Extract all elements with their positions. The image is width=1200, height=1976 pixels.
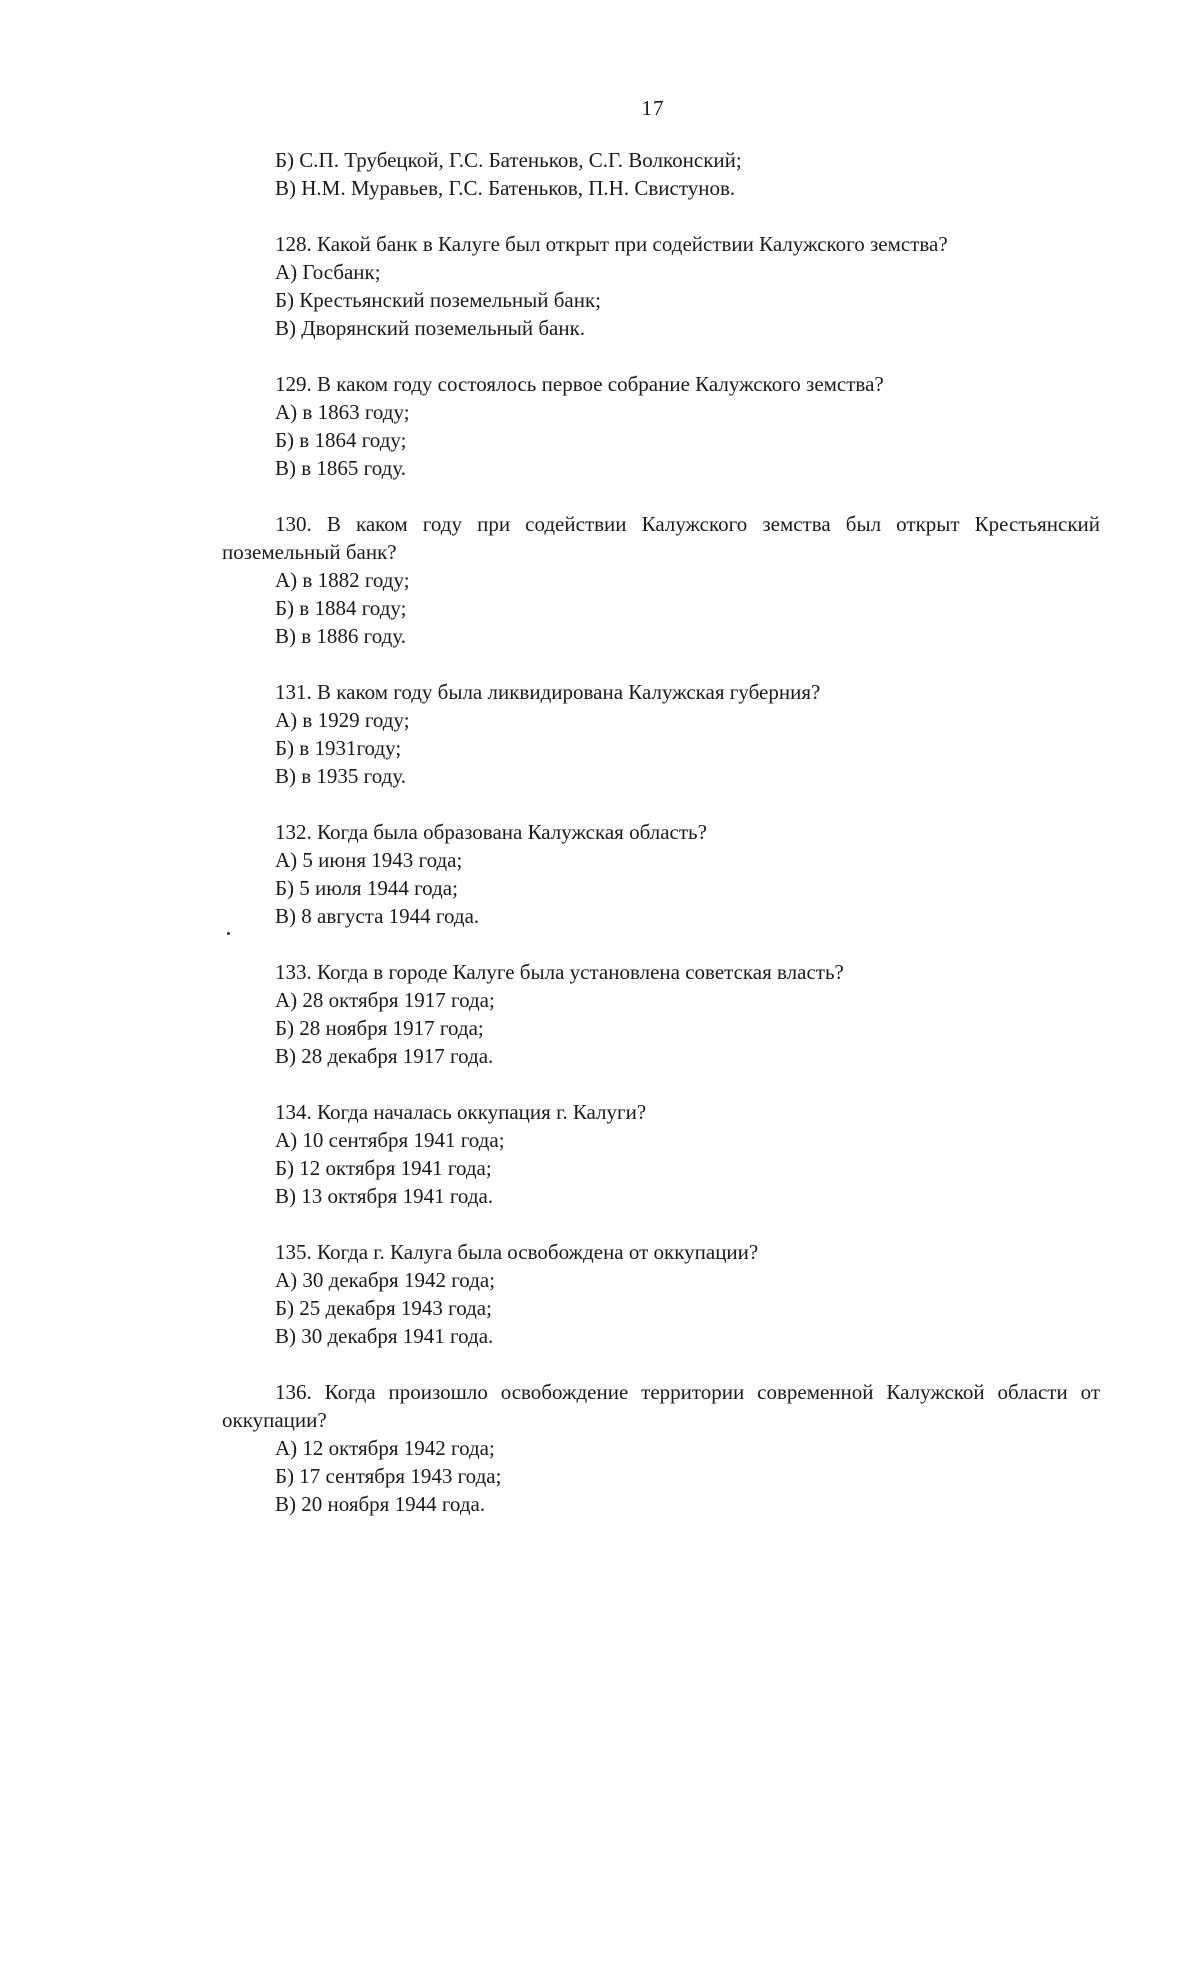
page-number: 17	[641, 96, 665, 120]
option-b: Б) в 1931году;	[275, 736, 402, 760]
option-a: А) 28 октября 1917 года;	[275, 988, 495, 1012]
question-text: 133. Когда в городе Калуге была установлена советская власть?	[275, 960, 844, 984]
option-c: В) 20 ноября 1944 года.	[275, 1492, 486, 1516]
option-a: А) в 1882 году;	[275, 568, 410, 592]
option-b: Б) в 1884 году;	[275, 596, 407, 620]
option-b: Б) Крестьянский поземельный банк;	[275, 288, 602, 312]
test-questions	[222, 146, 1100, 1518]
question-text: 135. Когда г. Калуга была освобождена от оккупации?	[275, 1240, 759, 1264]
question-133	[222, 958, 1100, 1070]
question-text: 129. В каком году состоялось первое собрание Калужского земства?	[275, 372, 884, 396]
question-text: 136. Когда произошло освобождение территории современной Калужской области от оккупации?	[222, 1380, 1100, 1432]
option-b: Б) С.П. Трубецкой, Г.С. Батеньков, С.Г. Волконский;	[275, 148, 742, 172]
option-a: А) 10 сентября 1941 года;	[275, 1128, 505, 1152]
option-c: В) 28 декабря 1917 года.	[275, 1044, 494, 1068]
question-128	[222, 230, 1100, 342]
option-b: Б) 12 октября 1941 года;	[275, 1156, 492, 1180]
option-a: А) 5 июня 1943 года;	[275, 848, 463, 872]
option-b: Б) 5 июля 1944 года;	[275, 876, 458, 900]
option-a: А) Госбанк;	[275, 260, 381, 284]
option-b: Б) 28 ноября 1917 года;	[275, 1016, 484, 1040]
option-a: А) 30 декабря 1942 года;	[275, 1268, 496, 1292]
question-text: 131. В каком году была ликвидирована Калужская губерния?	[275, 680, 821, 704]
question-text: 134. Когда началась оккупация г. Калуги?	[275, 1100, 647, 1124]
question-132	[222, 818, 1100, 930]
option-a: А) в 1863 году;	[275, 400, 410, 424]
option-a: А) в 1929 году;	[275, 708, 410, 732]
question-134	[222, 1098, 1100, 1210]
option-c: В) Н.М. Муравьев, Г.С. Батеньков, П.Н. Свистунов.	[275, 176, 736, 200]
option-c: В) 30 декабря 1941 года.	[275, 1324, 494, 1348]
question-136	[222, 1378, 1100, 1518]
option-b: Б) 25 декабря 1943 года;	[275, 1296, 492, 1320]
option-b: Б) в 1864 году;	[275, 428, 407, 452]
option-c: В) 8 августа 1944 года.	[275, 904, 480, 928]
option-c: В) Дворянский поземельный банк.	[275, 316, 586, 340]
option-a: А) 12 октября 1942 года;	[275, 1436, 495, 1460]
question-text: 130. В каком году при содействии Калужского земства был открыт Крестьянский поземельный банк?	[222, 512, 1100, 564]
option-c: В) 13 октября 1941 года.	[275, 1184, 494, 1208]
question-131	[222, 678, 1100, 790]
question-text: 132. Когда была образована Калужская область?	[275, 820, 707, 844]
option-c: В) в 1935 году.	[275, 764, 406, 788]
question-130	[222, 510, 1100, 650]
question-text: 128. Какой банк в Калуге был открыт при содействии Калужского земства?	[275, 232, 948, 256]
question-129	[222, 370, 1100, 482]
option-b: Б) 17 сентября 1943 года;	[275, 1464, 502, 1488]
option-c: В) в 1886 году.	[275, 624, 406, 648]
question-135	[222, 1238, 1100, 1350]
option-c: В) в 1865 году.	[275, 456, 406, 480]
continued-question-options	[222, 146, 1100, 202]
